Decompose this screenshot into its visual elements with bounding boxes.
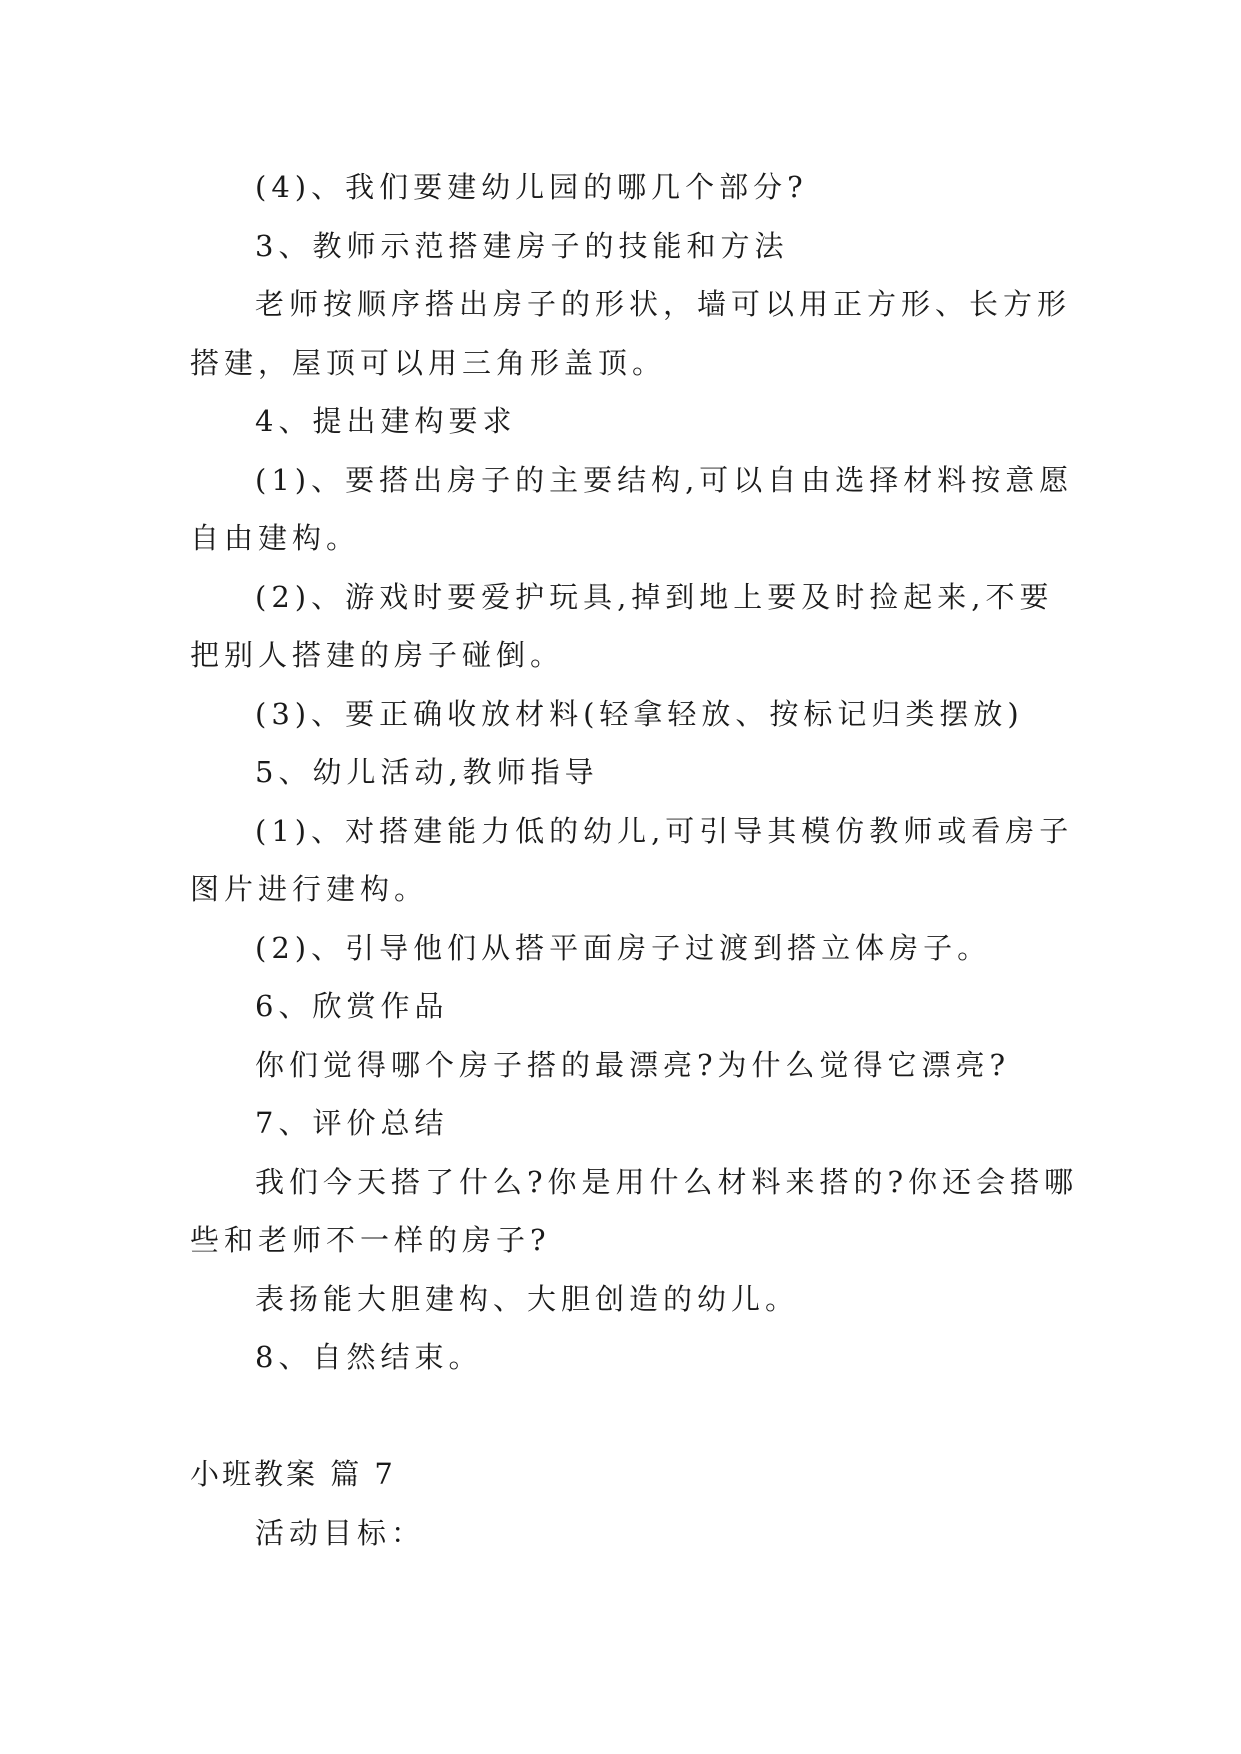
paragraph-line: (1)、要搭出房子的主要结构,可以自由选择材料按意愿 xyxy=(255,462,1074,497)
paragraph-line: 把别人搭建的房子碰倒。 xyxy=(190,638,565,672)
step-heading: 4、提出建构要求 xyxy=(255,404,517,438)
section-title: 小班教案 篇 7 xyxy=(190,1457,396,1491)
paragraph-line: (3)、要正确收放材料(轻拿轻放、按标记归类摆放) xyxy=(255,696,1024,731)
step-heading: 7、评价总结 xyxy=(255,1106,449,1140)
step-heading: 8、自然结束。 xyxy=(255,1340,483,1374)
paragraph-line: 图片进行建构。 xyxy=(190,872,429,906)
step-heading: 6、欣赏作品 xyxy=(255,989,449,1023)
paragraph-line: (2)、游戏时要爱护玩具,掉到地上要及时捡起来,不要 xyxy=(255,579,1054,614)
paragraph-line: (1)、对搭建能力低的幼儿,可引导其模仿教师或看房子 xyxy=(255,813,1074,848)
step-heading: 3、教师示范搭建房子的技能和方法 xyxy=(255,228,789,263)
paragraph-line: 老师按顺序搭出房子的形状，墙可以用正方形、长方形 xyxy=(255,287,1072,321)
step-heading: 5、幼儿活动,教师指导 xyxy=(255,755,599,789)
paragraph-line: 表扬能大胆建构、大胆创造的幼儿。 xyxy=(255,1281,800,1316)
paragraph-line: 搭建，屋顶可以用三角形盖顶。 xyxy=(190,345,667,380)
section-gap xyxy=(190,1387,1050,1446)
paragraph-line: (2)、引导他们从搭平面房子过渡到搭立体房子。 xyxy=(255,930,992,965)
section-first-line: 活动目标： xyxy=(255,1515,426,1550)
document-body xyxy=(190,158,1079,1562)
paragraph-line: 些和老师不一样的房子? xyxy=(190,1223,551,1257)
paragraph-line: 自由建构。 xyxy=(190,521,361,555)
paragraph-line: 我们今天搭了什么?你是用什么材料来搭的?你还会搭哪 xyxy=(255,1164,1079,1199)
paragraph-line: 你们觉得哪个房子搭的最漂亮?为什么觉得它漂亮? xyxy=(255,1047,1011,1082)
paragraph-line: (4)、我们要建幼儿园的哪几个部分? xyxy=(255,170,808,204)
